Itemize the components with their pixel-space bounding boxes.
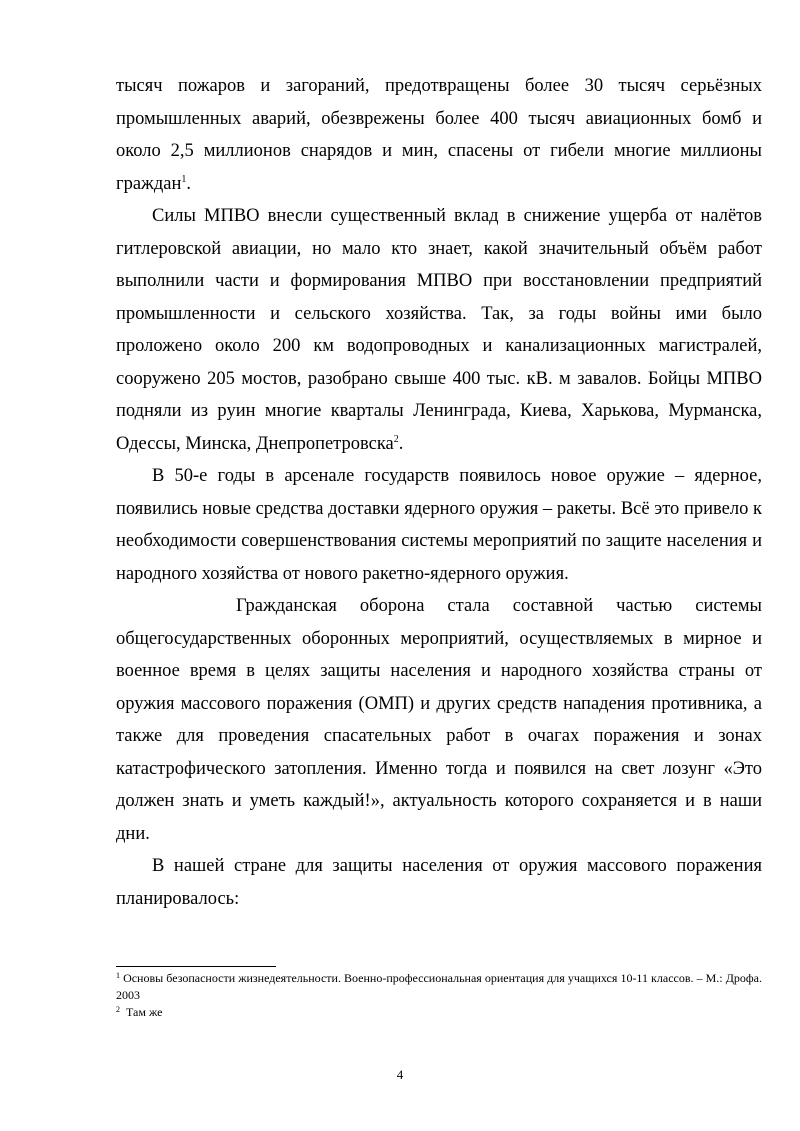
footnote-mark-1: 1 — [116, 971, 120, 980]
page-body — [116, 70, 762, 915]
footnote-ref-2[interactable]: 2 — [393, 433, 399, 445]
paragraph-1-text: тысяч пожаров и загораний, предотвращены более 30 тысяч серьёзных промышленных аварий, обезврежены более 400 тысяч авиационных бомб и около 2,5 миллионов снарядов и мин, спасены от гибели многие миллионы граждан — [116, 76, 762, 194]
page-number: 4 — [396, 1067, 404, 1082]
paragraph-2-text: Силы МПВО внесли существенный вклад в снижение ущерба от налётов гитлеровской авиации, но мало кто знает, какой значительный объём работ выполнили части и формирования МПВО при восстановлении предприятий промышленности и сельского хозяйства. Так, за годы войны ими было проложено около 200 км водопроводных и канализационных магистралей, сооружено 205 мостов, разобрано свыше 400 тыс. кВ. м завалов. Бойцы МПВО подняли из руин многие кварталы Ленинграда, Киева, Харькова, Мурманска, Одессы, Минска, Днепропетровска — [116, 206, 762, 454]
paragraph-1 — [116, 70, 762, 200]
paragraph-3-text: В 50-е годы в арсенале государств появилось новое оружие – ядерное, появились новые средства доставки ядерного оружия – ракеты. Всё это привело к необходимости совершенствования системы мероприятий по защите населения и народного хозяйства от нового ракетно-ядерного оружия. — [116, 466, 762, 584]
paragraph-5-text: В нашей стране для защиты населения от оружия массового поражения планировалось: — [116, 856, 762, 909]
paragraph-3 — [116, 460, 762, 590]
footnote-1-text: Основы безопасности жизнедеятельности. Военно-профессиональная ориентация для учащихся 10-11 классов. – М.: Дрофа. 2003 — [116, 971, 762, 1002]
footnote-ref-1[interactable]: 1 — [181, 173, 187, 185]
footnote-separator — [116, 966, 276, 967]
footnote-1 — [116, 970, 762, 1004]
paragraph-4-text: Гражданская оборона стала составной частью системы общегосударственных оборонных мероприятий, осуществляемых в мирное и военное время в целях защиты населения и народного хозяйства страны от оружия массового поражения (ОМП) и других средств нападения противника, а также для проведения спасательных работ в очагах поражения и зонах катастрофического затопления. Именно тогда и появился на свет лозунг «Это должен знать и уметь каждый!», актуальность которого сохраняется и в наши дни. — [116, 596, 762, 844]
footnote-2 — [116, 1004, 762, 1021]
paragraph-2-end: . — [398, 433, 404, 454]
paragraph-1-end: . — [186, 173, 191, 194]
footnotes — [116, 970, 762, 1021]
footnote-mark-2: 2 — [116, 1005, 120, 1014]
paragraph-5 — [116, 850, 762, 915]
paragraph-4 — [116, 590, 762, 850]
paragraph-2 — [116, 200, 762, 460]
footnote-2-text: Там же — [126, 1005, 163, 1019]
